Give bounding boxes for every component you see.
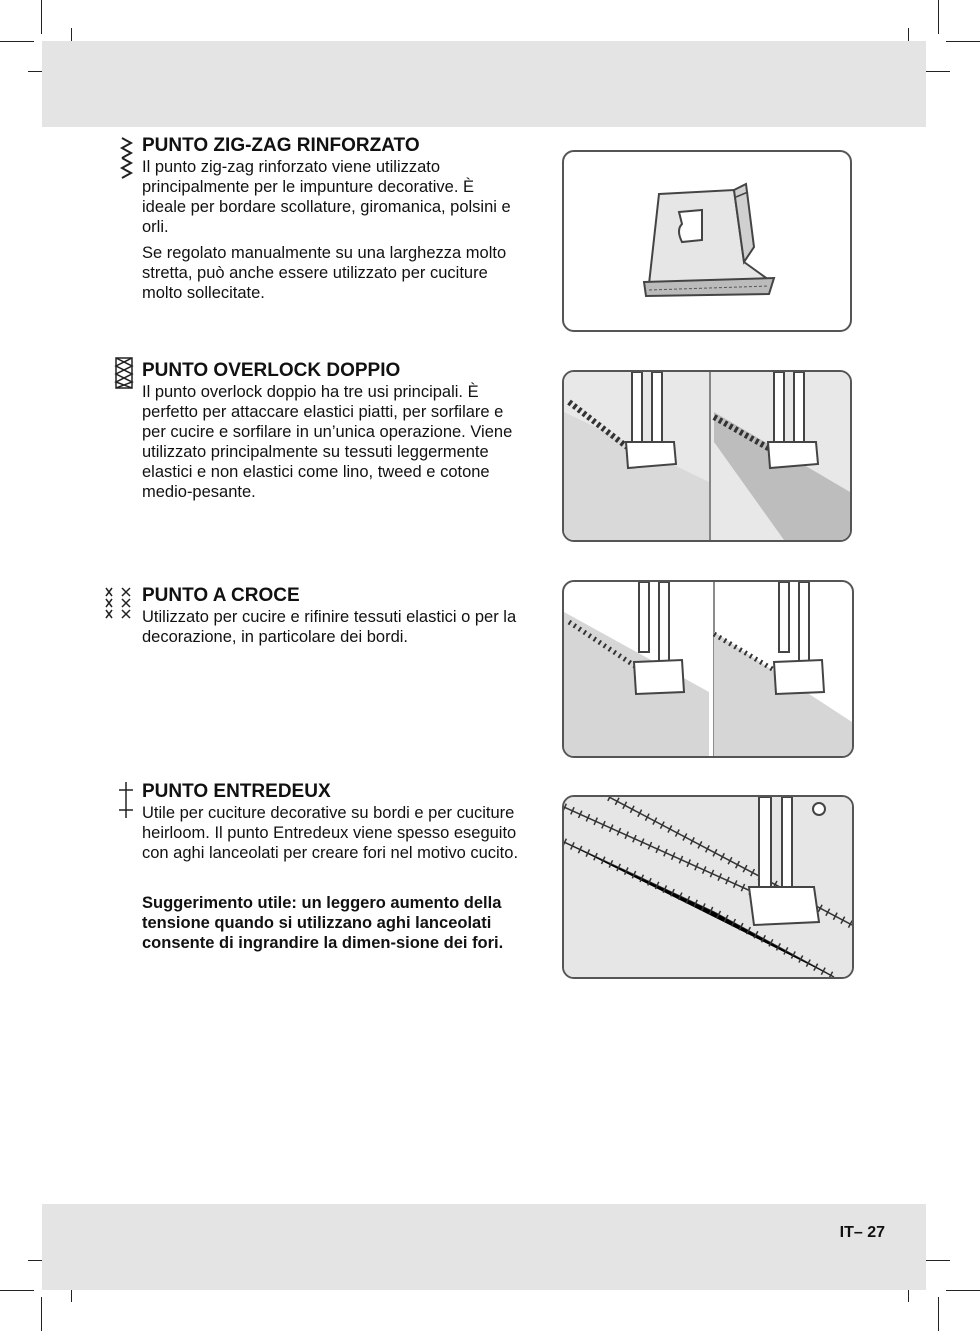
section-paragraph: Se regolato manualmente su una larghezza molto stretta, può anche essere utilizzato per cuciture molto sollecitate. [142, 244, 507, 302]
zigzag-illustration [562, 150, 852, 332]
crop-mark [41, 0, 42, 34]
crop-mark [938, 0, 939, 34]
helpful-tip: Suggerimento utile: un leggero aumento della tensione quando si utilizzano aghi lanceolati consente di ingrandire la dimen-sione dei fori. [142, 894, 504, 952]
overlock-stitch-icon [114, 356, 136, 395]
crop-mark [938, 1297, 939, 1331]
page-number: IT– 27 [839, 1224, 885, 1241]
section-overlock [142, 360, 522, 502]
entredeux-stitch-icon [116, 780, 136, 825]
section-entredeux [142, 781, 522, 970]
section-title: PUNTO A CROCE [142, 585, 300, 606]
crop-mark [946, 41, 980, 42]
section-paragraph: Il punto zig-zag rinforzato viene utilizzato principalmente per le impunture decorative. È ideale per bordare scollature, giromanica, polsini e orli. [142, 158, 511, 236]
header-band [42, 41, 926, 127]
section-title: PUNTO ENTREDEUX [142, 781, 331, 802]
crop-mark [41, 1297, 42, 1331]
section-title: PUNTO ZIG-ZAG RINFORZATO [142, 135, 420, 156]
crop-mark [946, 1290, 980, 1291]
zigzag-stitch-icon [118, 136, 136, 191]
section-zigzag [142, 135, 522, 303]
section-paragraph: Il punto overlock doppio ha tre usi principali. È perfetto per attaccare elastici piatti, per sorfilare e per cucire e sorfilare in un’unica operazione. Viene utilizzato principalmente su tessuti leggermente elastici e non elastici come lino, tweed e cotone medio-pesante. [142, 383, 513, 501]
overlock-illustration [562, 370, 852, 542]
entredeux-illustration [562, 795, 854, 979]
section-croce [142, 585, 522, 647]
footer-band [42, 1204, 926, 1290]
section-title: PUNTO OVERLOCK DOPPIO [142, 360, 401, 381]
cross-stitch-illustration [562, 580, 854, 758]
cross-stitch-icon [104, 586, 134, 627]
crop-mark [0, 1290, 34, 1291]
crop-mark [0, 41, 34, 42]
section-paragraph: Utilizzato per cucire e rifinire tessuti elastici o per la decorazione, in particolare dei bordi. [142, 608, 517, 646]
section-paragraph: Utile per cuciture decorative su bordi e per cuciture heirloom. Il punto Entredeux viene spesso eseguito con aghi lanceolati per creare fori nel motivo cucito. [142, 804, 519, 862]
